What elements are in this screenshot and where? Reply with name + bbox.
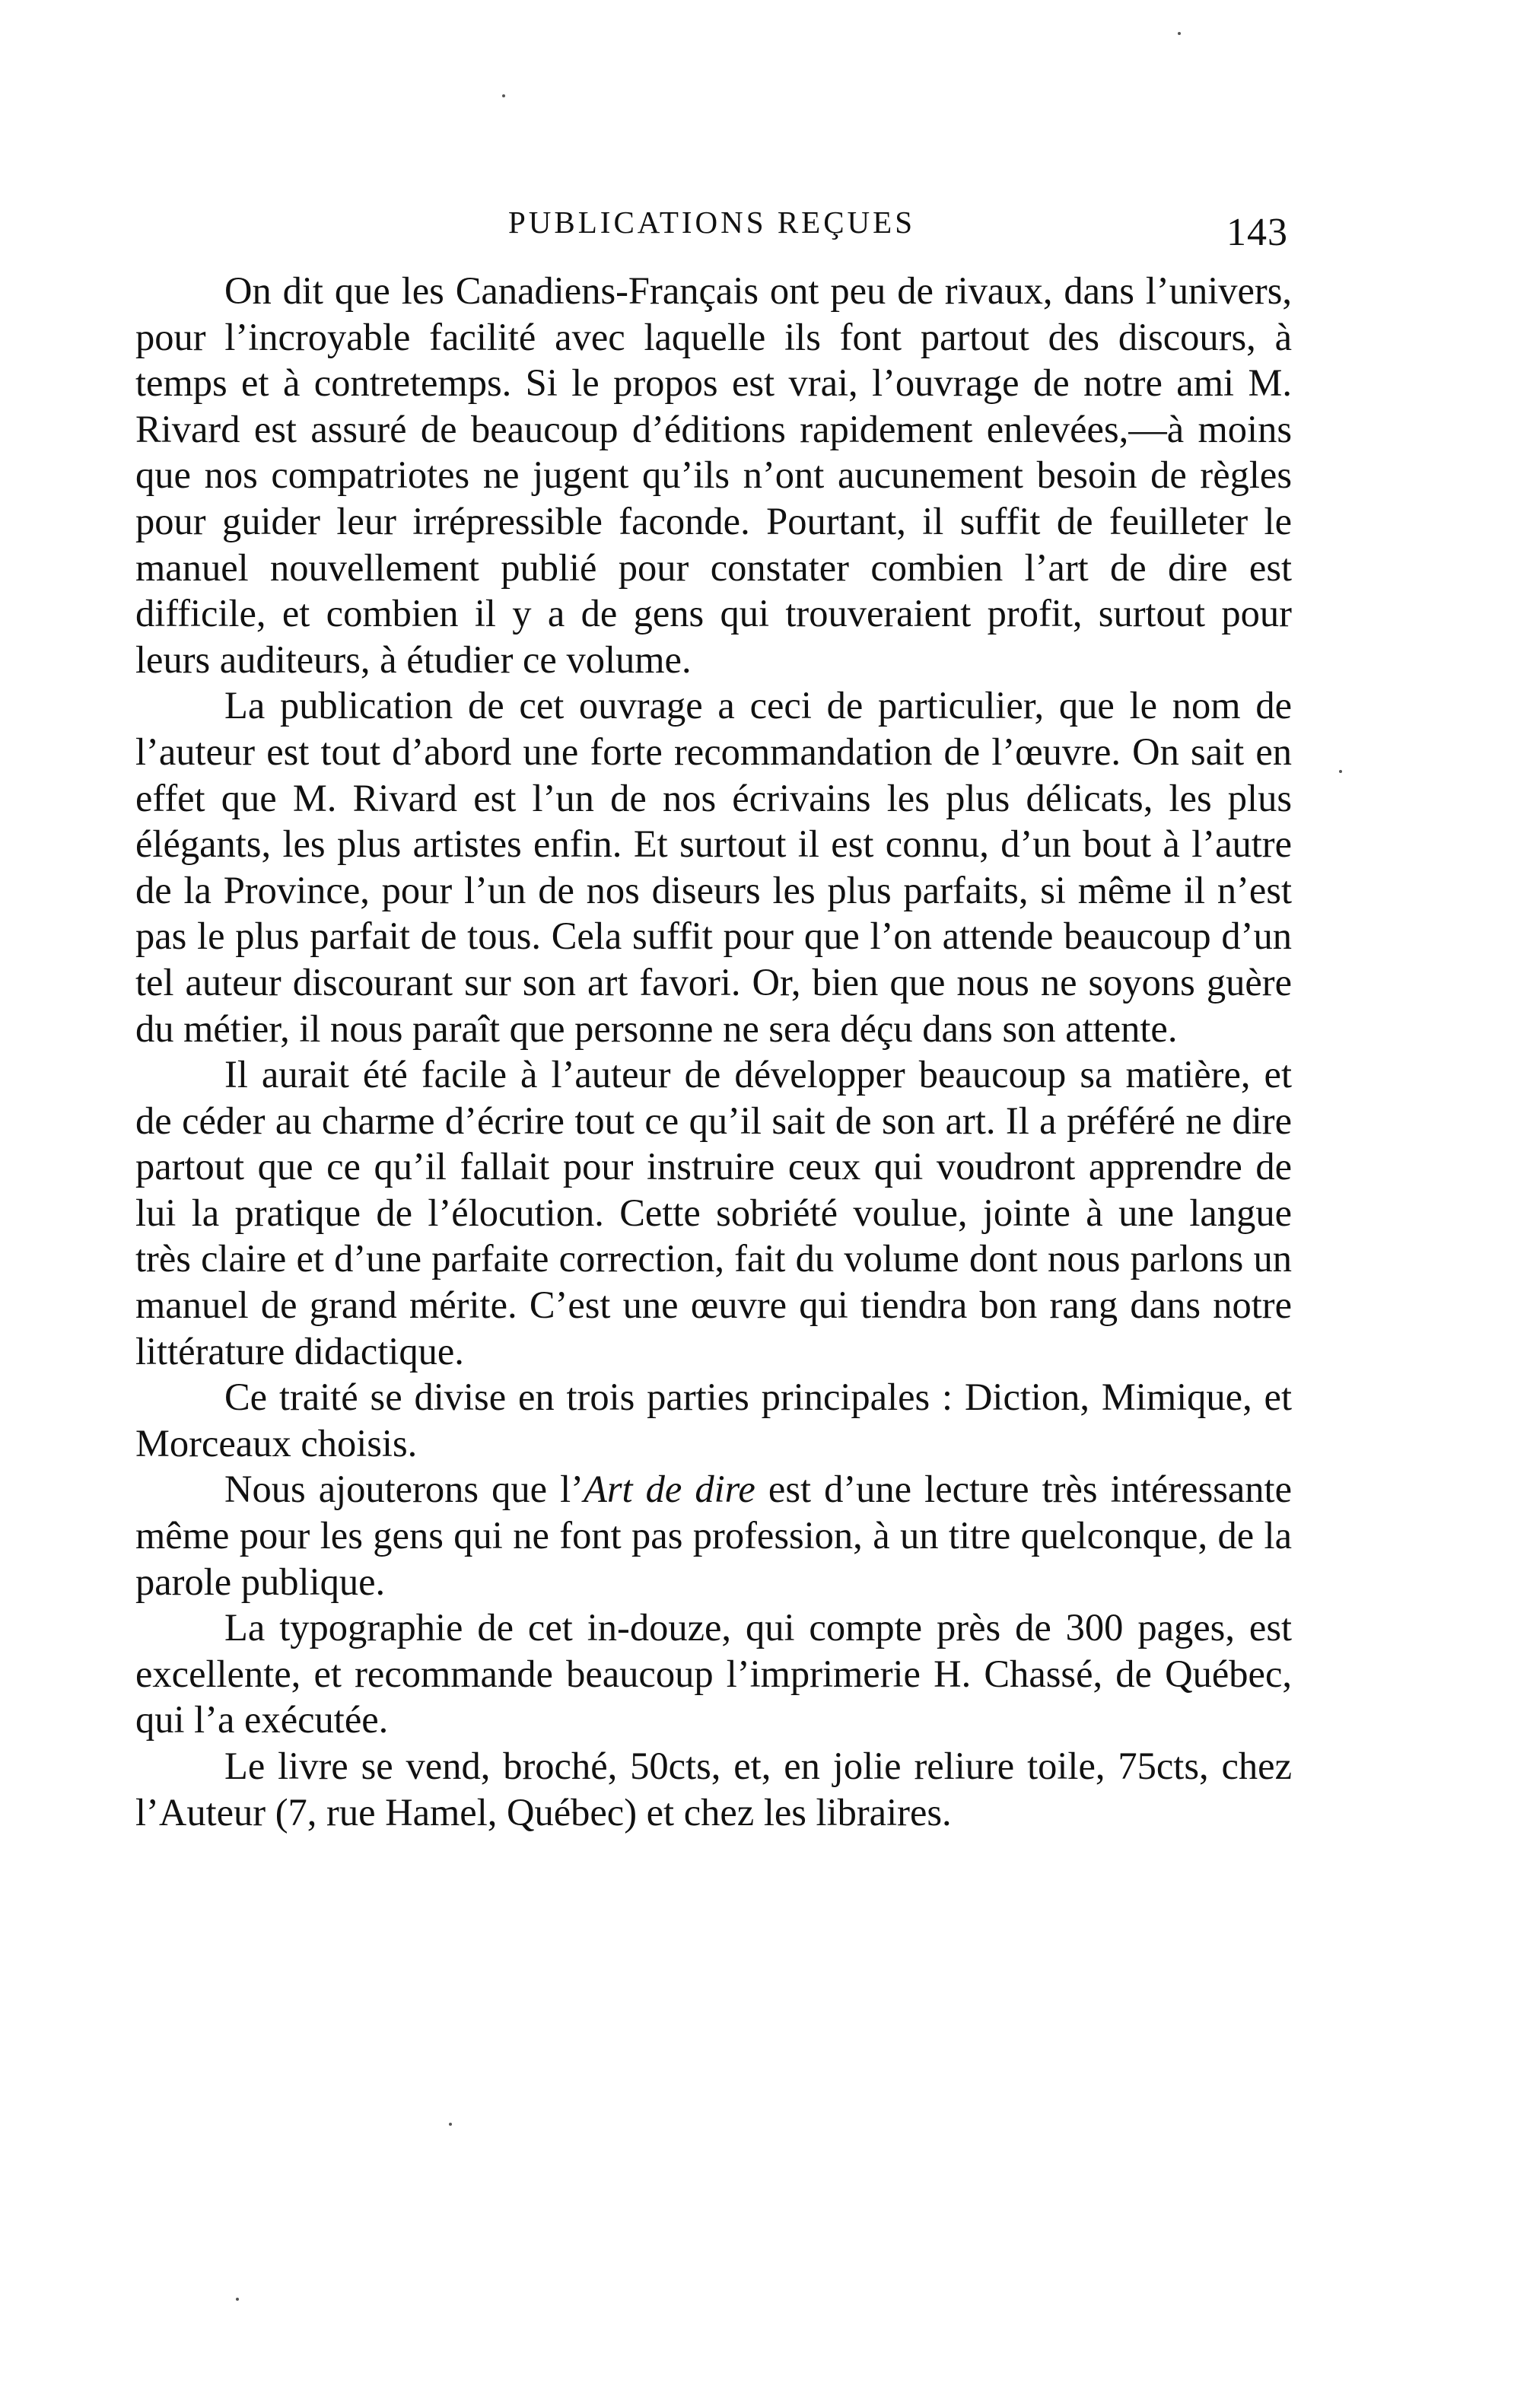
paragraph-5	[135, 1466, 1292, 1605]
page-number: 143	[1226, 211, 1288, 254]
paragraph-6: La typographie de cet in-douze, qui compte près de 300 pages, est excellente, et recommande beaucoup l’imprimerie H. Chassé, de Québec, qui l’a exécutée.	[135, 1606, 1292, 1742]
body-text	[135, 268, 1292, 1835]
running-header	[135, 199, 1288, 260]
paper-speck	[502, 94, 505, 97]
paper-speck	[236, 2298, 239, 2301]
paragraph-1: On dit que les Canadiens-Français ont peu de rivaux, dans l’univers, pour l’incroyable facilité avec laquelle ils font partout des discours, à temps et à contretemps. Si le propos est vrai, l’ouvrage de notre ami M. Rivard est assuré de beaucoup d’éditions rapidement enlevées,—à moins que nos compatriotes ne jugent qu’ils n’ont aucunement besoin de règles pour guider leur irrépressible faconde. Pourtant, il suffit de feuilleter le manuel nouvellement publié pour constater combien l’art de dire est difficile, et combien il y a de gens qui trouveraient profit, surtout pour leurs auditeurs, à étudier ce volume.	[135, 269, 1292, 681]
running-title: PUBLICATIONS REÇUES	[507, 205, 916, 240]
book-title: Art de dire	[584, 1468, 755, 1511]
paragraph-5-lead: Nous ajouterons que l’	[224, 1468, 584, 1511]
paragraph-4: Ce traité se divise en trois parties principales : Diction, Mimique, et Morceaux choisis.	[135, 1376, 1292, 1465]
paragraph-2: La publication de cet ouvrage a ceci de particulier, que le nom de l’auteur est tout d’abord une forte recommandation de l’œuvre. On sait en effet que M. Rivard est l’un de nos écrivains les plus délicats, les plus élégants, les plus artistes enfin. Et surtout il est connu, d’un bout à l’autre de la Province, pour l’un de nos diseurs les plus parfaits, si même il n’est pas le plus parfait de tous. Cela suffit pour que l’on attende beaucoup d’un tel auteur discourant sur son art favori. Or, bien que nous ne soyons guère du métier, il nous paraît que personne ne sera déçu dans son attente.	[135, 684, 1292, 1050]
paper-speck	[1178, 32, 1181, 35]
paragraph-7: Le livre se vend, broché, 50cts, et, en jolie reliure toile, 75cts, chez l’Auteur (7, rue Hamel, Québec) et chez les libraires.	[135, 1745, 1292, 1834]
paragraph-5-rest: est d’une lecture très intéressante même pour les gens qui ne font pas profession, à un titre quelconque, de la parole publique.	[135, 1468, 1292, 1603]
paper-speck	[1339, 770, 1342, 773]
paper-speck	[449, 2123, 452, 2126]
paragraph-3: Il aurait été facile à l’auteur de développer beaucoup sa matière, et de céder au charme d’écrire tout ce qu’il sait de son art. Il a préféré ne dire partout que ce qu’il fallait pour instruire ceux qui voudront apprendre de lui la pratique de l’élocution. Cette sobriété voulue, jointe à une langue très claire et d’une parfaite correction, fait du volume dont nous parlons un manuel de grand mérite. C’est une œuvre qui tiendra bon rang dans notre littérature didactique.	[135, 1053, 1292, 1373]
